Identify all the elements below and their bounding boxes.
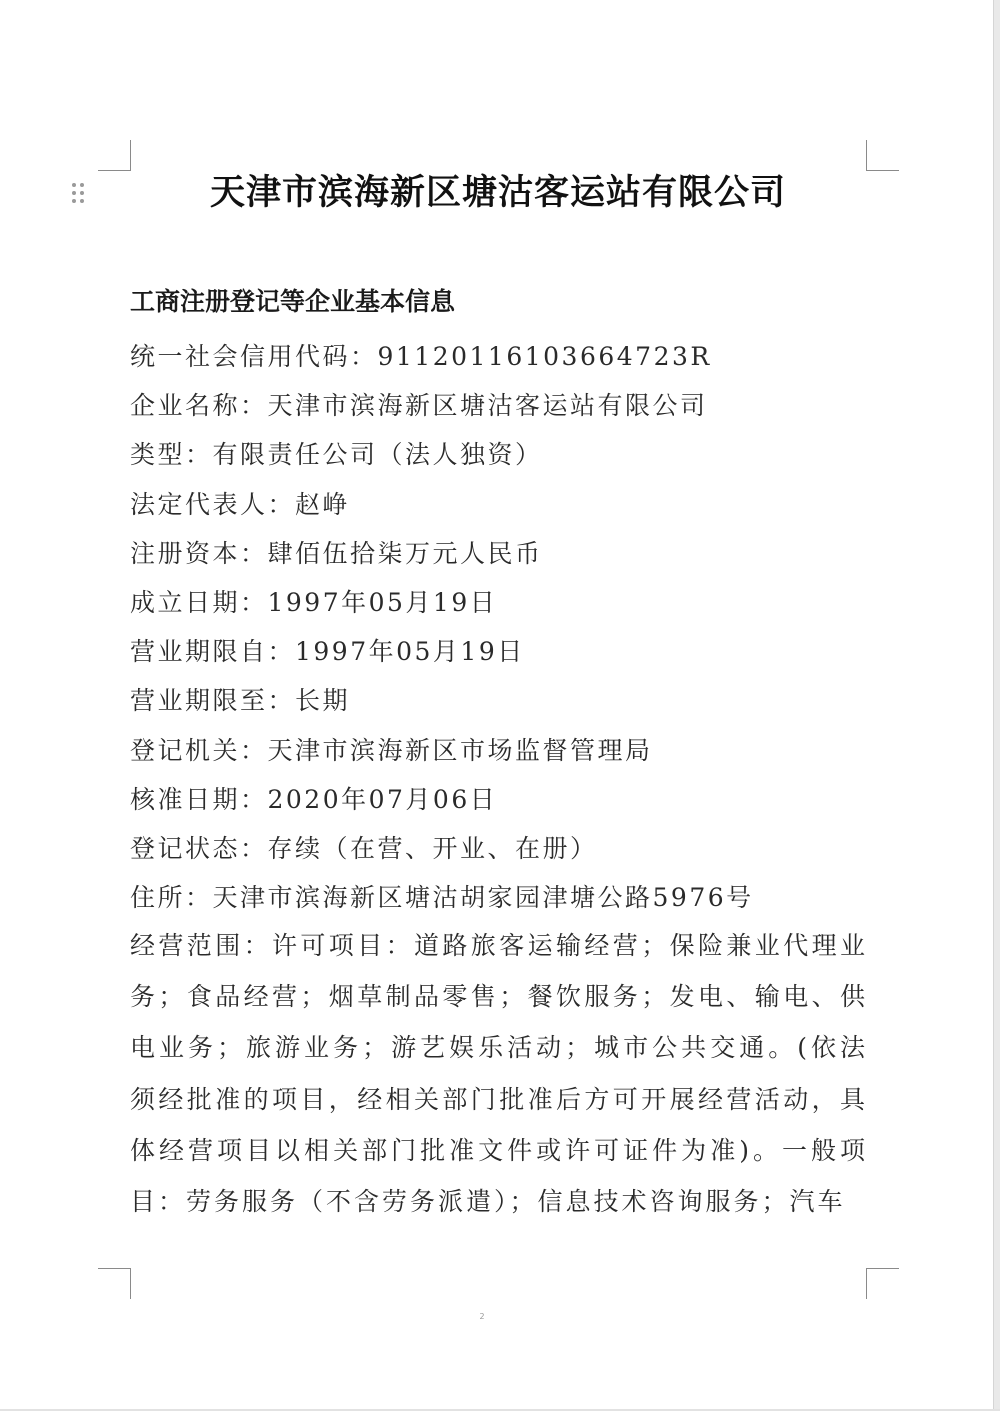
field-address: 住所：天津市滨海新区塘沽胡家园津塘公路5976号 [130,883,754,913]
page-edge-right [993,0,1000,1411]
crop-mark-bottom-right [866,1268,899,1299]
business-scope-paragraph: 经营范围：许可项目：道路旅客运输经营；保险兼业代理业务；食品经营；烟草制品零售；餐饮服务；发电、输电、供电业务；旅游业务；游艺娱乐活动；城市公共交通。(依法须经批准的项目，经相关部门批准后方可开展经营活动，具体经营项目以相关部门批准文件或许可证件为准)。一般项目：劳务服务（不含劳务派遣）；信息技术咨询服务；汽车 [130,931,868,1217]
field-company-name: 企业名称：天津市滨海新区塘沽客运站有限公司 [130,391,708,421]
field-term-to: 营业期限至：长期 [130,686,351,716]
crop-mark-top-right [866,140,899,171]
section-heading: 工商注册登记等企业基本信息 [130,287,456,316]
field-approval-date: 核准日期：2020年07月06日 [130,784,498,814]
field-registered-capital: 注册资本：肆佰伍拾柒万元人民币 [130,538,543,568]
field-registration-status: 登记状态：存续（在营、开业、在册） [130,833,598,863]
field-legal-representative: 法定代表人：赵峥 [130,489,351,519]
field-establish-date: 成立日期：1997年05月19日 [130,587,498,617]
document-title: 天津市滨海新区塘沽客运站有限公司 [209,172,786,213]
company-info-list [130,332,870,922]
page-number: 2 [479,1312,485,1321]
crop-mark-top-left [98,140,131,171]
drag-handle-icon[interactable] [70,180,86,206]
field-registration-authority: 登记机关：天津市滨海新区市场监督管理局 [130,735,653,765]
crop-mark-bottom-left [98,1268,131,1299]
field-company-type: 类型：有限责任公司（法人独资） [130,440,543,470]
field-term-from: 营业期限自：1997年05月19日 [130,637,525,667]
field-credit-code: 统一社会信用代码：9112011610366472​3R [130,342,712,371]
